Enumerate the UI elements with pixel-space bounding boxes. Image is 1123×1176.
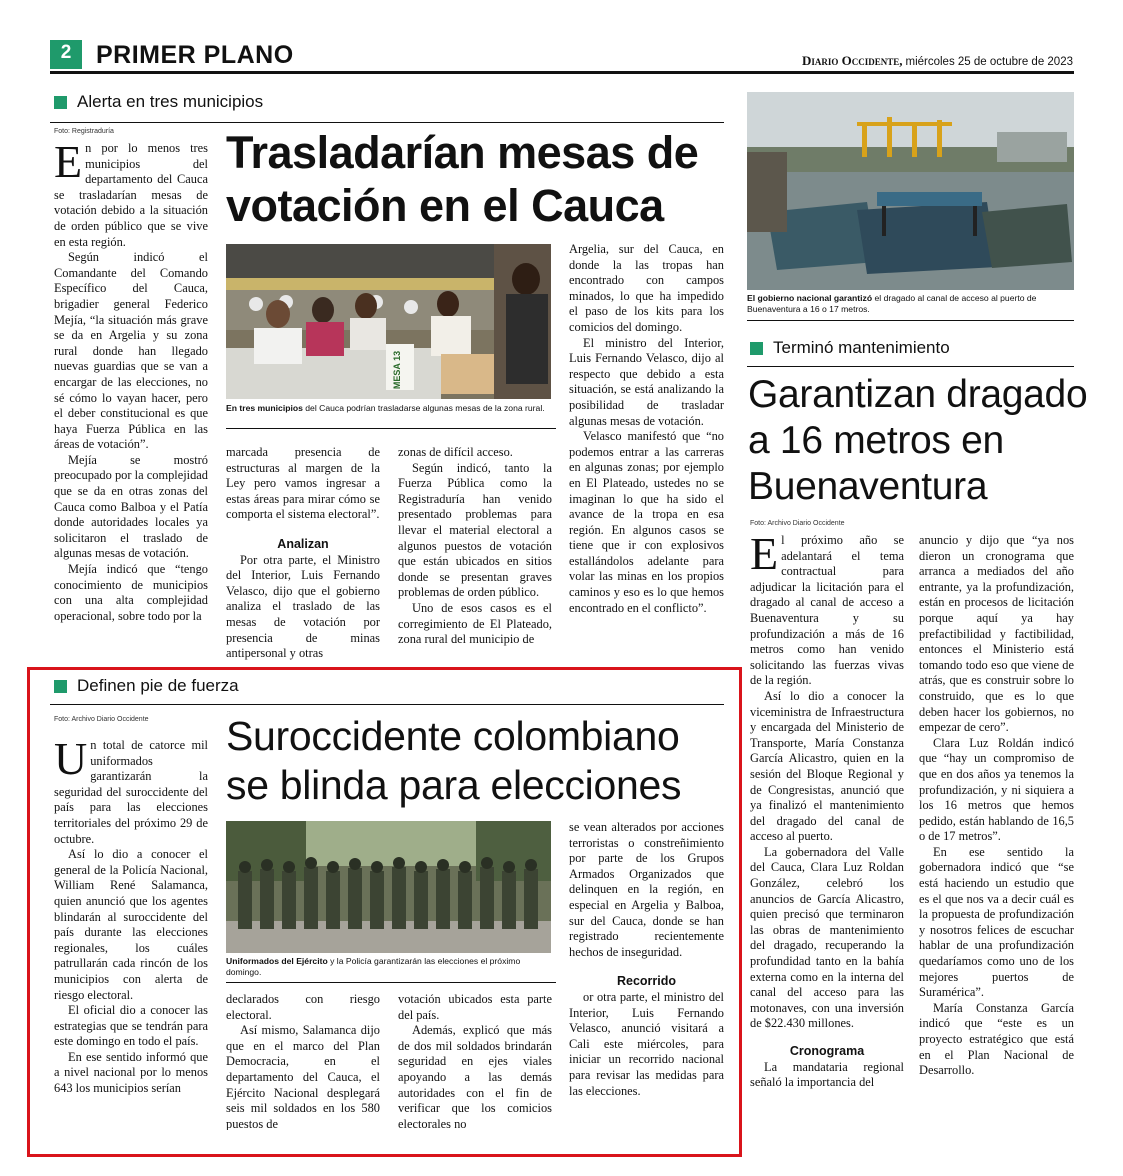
article1-paragraph: marcada presencia de estructuras al margen de la Ley pero vamos ingresar a estas áreas para mirar cómo se comporta el sistema electoral”. [226,445,380,522]
article1-column-3 [398,445,552,669]
article2-paragraph: En ese sentido informó que a nivel nacional por lo menos 643 los municipios serían [54,1049,208,1096]
dropcap: U [54,738,88,784]
article3-paragraph: Clara Luz Roldán indicó que “hay un compromiso de que en dos años ya tenemos la profundización, y ni siquiera a los 16 metros que hemos pedido, están hablando de 16,5 o de 17 metros”. [919,735,1074,844]
article1-paragraph: zonas de difícil acceso. [398,445,513,459]
article3-headline [748,372,1087,510]
article3-headline-line3: Buenaventura [748,465,988,508]
article1-column-2 [226,445,380,669]
article2-caption-rule [226,982,556,983]
article2-label-rule [50,704,724,705]
article3-photo-credit: Foto: Archivo Diario Occidente [750,520,845,527]
article1-subhead: Analizan [277,536,329,551]
article1-headline-line1: Trasladarían mesas de [226,127,699,178]
header-rule [50,71,1074,74]
article1-photo-caption [226,403,556,414]
section-title: PRIMER PLANO [96,41,294,69]
article2-headline [226,712,681,810]
article1-paragraph: Mejía se mostró preocupado por la complejidad que se da en otras zonas del Cauca como Balboa y el Patía donde autoridades locales ya solicitaron el traslado de algunas mesas de votación. [54,452,208,561]
article3-headline-line1: Garantizan dragado [748,373,1088,416]
article2-column-2 [226,992,380,1130]
article2-subhead: Recorrido [616,974,677,989]
article1-column-4 [569,242,724,669]
article1-paragraph: Argelia, sur del Cauca, en donde la las tropas han encontrado con campos minados, lo que ha impedido el paso de los kits para los comicios del domingo. [569,242,724,334]
article1-paragraph: Mejía indicó que “tengo conocimiento de municipios con una alta complejidad operacional, sobre todo por la [54,562,208,623]
article1-photo [226,244,551,399]
article3-label-rule [747,366,1074,367]
section-square-icon [750,342,763,355]
article1-paragraph: Según indicó, tanto la Fuerza Pública como la Registraduría han venido presentado problemas para llevar el material electoral a algunos puestos de votación que están ubicados en sitios donde se presentan graves problemas de orden público. [398,460,552,600]
port-boats-photo [747,92,1074,290]
article1-paragraph: El ministro del Interior, Luis Fernando Velasco, dijo al respecto que debido a esta situación, se está analizando la posibilidad de trasladar algunas mesas de votación. [569,335,724,428]
article1-label-rule [50,122,724,123]
article1-section-label [54,92,263,112]
article2-paragraph: n total de catorce mil uniformados garantizarán la seguridad del suroccidente del país para las elecciones territoriales del próximo 29 de octubre. [54,738,208,846]
article1-column-1 [54,141,208,669]
article2-paragraph: El oficial dio a conocer las estrategias que se tendrán para este domingo en todo el país. [54,1003,208,1049]
article2-photo-credit: Foto: Archivo Diario Occidente [54,716,149,723]
article2-paragraph: Así mismo, Salamanca dijo que en el marco del Plan Democracia, en el departamento del Cauca, el Ejército Nacional desplegará seis mil soldados en los 580 puestos de [226,1023,380,1130]
article2-column-4 [569,820,724,1130]
article2-section-label [54,676,239,696]
article3-column-1 [750,533,904,1133]
article2-column-3 [398,992,552,1130]
article3-paragraph: En ese sentido la gobernadora indicó que “se está haciendo un estudio que es el que nos va a decir cuál es la propuesta de profundización y nosotros felices de escuchar hablar de una profundización quedaríamos como uno de los mejores puertos de Suramérica”. [919,844,1074,1000]
article2-photo [226,821,551,953]
article3-paragraph: l próximo año se adelantará el tema contractual para adjudicar la licitación para el dragado al canal de acceso a Buenaventura y su profundización a más de 16 metros como han venido solicitando las fuerzas vivas de la región. [750,533,904,688]
article1-caption-bold: En tres municipios [226,403,303,413]
article3-paragraph: María Constanza García indicó que “este es un proyecto estratégico que está en el Plan Nacional de Desarrollo. [919,1000,1074,1078]
article2-label-text: Definen pie de fuerza [77,676,239,695]
article2-caption-text: y la Policía garantizarán las elecciones el próximo domingo. [226,956,521,977]
article1-paragraph: Según indicó el Comandante del Comando Específico del Cauca, brigadier general Federico Mejía, “la situación más grave se da en Argelia y su zona rural donde han llegado nuevas guardias que se van a encargar de las elecciones, no sé cómo lo vayan hacer, pero el deber constitucional es que haya Fuerza Pública en las áreas de votación”. [54,250,208,452]
article3-headline-line2: a 16 metros en [748,419,1004,462]
article2-paragraph: Así lo dio a conocer el general de la Policía Nacional, William René Salamanca, quien anunció que los agentes blindarán al suroccidente del país durante las elecciones regionales, los cuáles patrullarán cada rincón de los municipios con alerta de riesgo electoral. [54,847,208,1002]
section-square-icon [54,96,67,109]
dropcap: E [54,141,83,187]
article3-paragraph: anuncio y dijo que “ya nos dieron un cronograma que arranca a mediados del año entrante, ya la profundización, están en procesos de licitación porque aquí ya hay prefactibilidad y factibilidad, entonces el Ministerio está tomando todo eso que viene de atrás, que es construir sobre lo construido, que es lo que deben hacer los gobiernos, no empezar de cero”. [919,533,1074,735]
article2-paragraph: declarados con riesgo electoral. [226,992,380,1022]
dropcap: E [750,533,779,579]
article1-headline-line2: votación en el Cauca [226,180,664,231]
masthead [802,53,1073,69]
section-square-icon [54,680,67,693]
article2-paragraph: Además, explicó que más de dos mil soldados brindarán seguridad en ejes viales apoyando a las demás autoridades con el fin de verificar que los comicios electorales no [398,1023,552,1130]
article1-caption-rule [226,428,556,429]
article3-paragraph: La gobernadora del Valle del Cauca, Clara Luz Roldan González, celebró los anuncios de García Alicastro, quien precisó que terminaron las obras de mantenimiento del dragado, recuperando la profundidad tanto en la bahía externa como en la interna del canal del acceso para las motonaves, con una inversión de $22.430 millones. [750,844,904,1031]
article2-headline-line1: Suroccidente colombiano [226,713,680,759]
article3-paragraph: La mandataria regional señaló la importancia del [750,1059,904,1090]
article1-photo-credit: Foto: Registraduría [54,128,114,135]
article3-caption-bold: El gobierno nacional garantizó [747,293,873,303]
article1-paragraph: Velasco manifestó que “no podemos entrar a las carreras en algunas zonas; por ejemplo en El Plateado, ustedes no se imaginan lo que ha sido el avance de la tropa en esa región. En algunos casos se tiene que ir con explosivos estallándolos adelante para volar las minas en los propios caminos y eso es lo que hemos encontrado en el conflicto”. [569,429,724,615]
publication-name: Diario Occidente, [801,53,903,68]
article2-paragraph: votación ubicados esta parte del país. [398,992,552,1022]
article3-paragraph: Así lo dio a conocer la viceministra de Infraestructura y encargada del Ministerio de Transporte, María Constanza García Alicastro, quien en la sesión del Bloque Regional y de Congresistas, anunció que ya finalizó el mantenimiento del dragado del canal de acceso al puerto. [750,688,904,844]
article2-paragraph: se vean alterados por acciones terroristas o constreñimiento por parte de los Grupos Armados Organizados que delinquen en la región, en especial en Argelia y Balboa, sur del Cauca, donde se han registrado recientemente hechos de inseguridad. [569,820,724,959]
article3-label-text: Terminó mantenimiento [773,338,950,357]
article3-subhead: Cronograma [789,1044,865,1058]
article3-caption-rule [747,320,1074,321]
soldiers-photo [226,821,551,953]
article3-photo [747,92,1074,290]
article3-column-2 [919,533,1074,1133]
article3-caption-text: el dragado al canal de acceso al puerto de Buenaventura a 16 o 17 metros. [747,293,1037,314]
article2-paragraph: or otra parte, el ministro del Interior, Luis Fernando Velasco, anunció visitará a Cali este miércoles, para iniciar un recorrido nacional para revisar las medidas para las elecciones. [569,989,724,1098]
article1-paragraph: n por lo menos tres municipios del departamento del Cauca se trasladarían mesas de votación debido a la situación de orden público que se vive en esta región. [54,141,208,249]
article3-section-label [750,338,950,358]
article1-paragraph: Uno de esos casos es el corregimiento de El Plateado, zona rural del municipio de [398,600,552,647]
publication-date: miércoles 25 de octubre de 2023 [905,56,1073,68]
article2-caption-bold: Uniformados del Ejército [226,956,328,966]
article1-label-text: Alerta en tres municipios [77,92,264,111]
page-number: 2 [60,42,72,63]
article3-photo-caption [747,293,1074,315]
article1-caption-text: del Cauca podrían trasladarse algunas mesas de la zona rural. [302,403,545,413]
page-number-badge [50,40,82,69]
article1-headline [226,126,698,232]
voting-table-photo [226,244,551,399]
article2-photo-caption [226,956,556,978]
article2-column-1 [54,738,208,1130]
article2-headline-line2: se blinda para elecciones [226,762,682,808]
article1-paragraph: Por otra parte, el Ministro del Interior, Luis Fernando Velasco, dijo que el gobierno analiza el traslado de las mesas de votación por presencia de minas antipersonal y otras [226,552,380,661]
mesa-sign-text: MESA 13 [392,350,402,390]
